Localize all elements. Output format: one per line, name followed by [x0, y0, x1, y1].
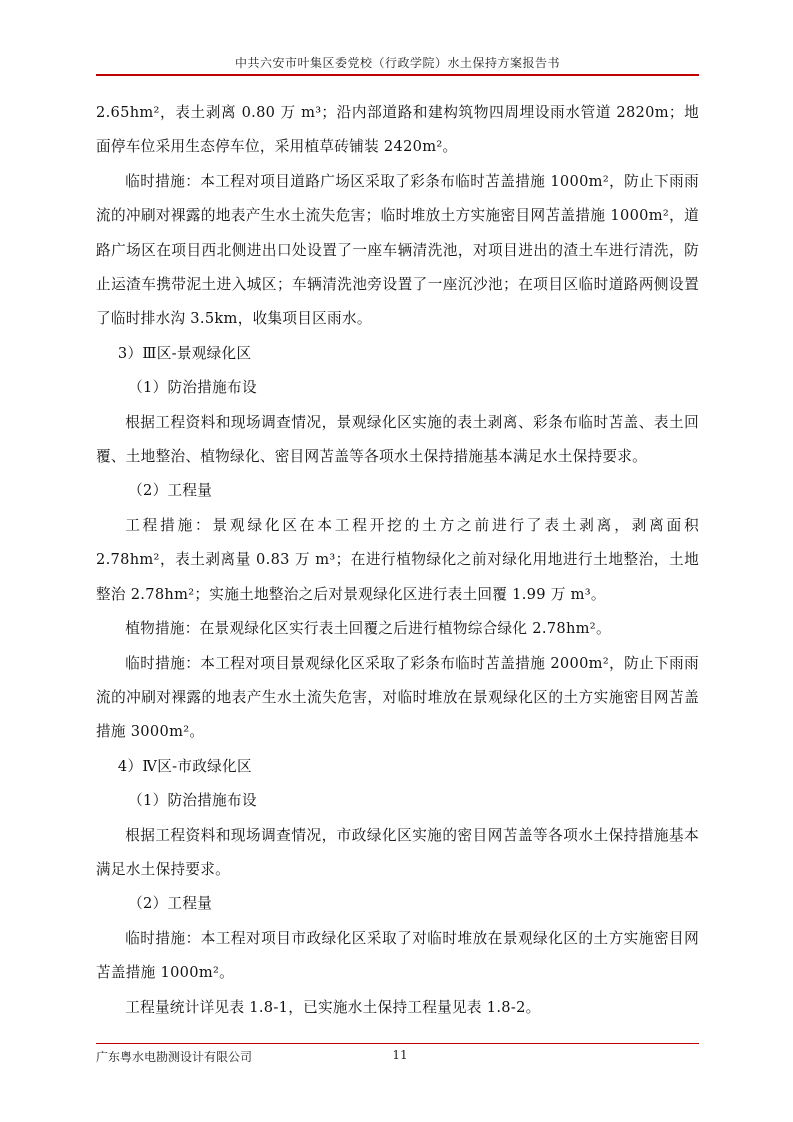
footer-company: 广东粤水电勘测设计有限公司 [96, 1050, 253, 1064]
paragraph: 临时措施：本工程对项目景观绿化区采取了彩条布临时苫盖措施 2000m²，防止下雨雨流的冲刷对裸露的地表产生水土流失危害，对临时堆放在景观绿化区的土方实施密目网苫盖措施 3000m²。 [96, 654, 699, 741]
paragraph: 4）Ⅳ区-市政绿化区 [117, 757, 252, 775]
page-number: 11 [392, 1048, 408, 1062]
header-rule [96, 74, 699, 76]
paragraph: 2.65hm²，表土剥离 0.80 万 m³；沿内部道路和建构筑物四周埋设雨水管道 2820m；地面停车位采用生态停车位，采用植草砖铺装 2420m²。 [96, 104, 699, 156]
paragraph: （2）工程量 [128, 482, 213, 500]
paragraph: 植物措施：在景观绿化区实行表土回覆之后进行植物综合绿化 2.78hm²。 [125, 620, 611, 638]
footer-rule [96, 1043, 699, 1044]
paragraph: （1）防治措施布设 [128, 792, 257, 810]
document-body [96, 96, 699, 1025]
paragraph: （1）防治措施布设 [128, 379, 257, 397]
paragraph: 临时措施：本工程对项目道路广场区采取了彩条布临时苫盖措施 1000m²，防止下雨雨流的冲刷对裸露的地表产生水土流失危害；临时堆放土方实施密目网苫盖措施 1000m²，道路广场区在项目西北侧进出口处设置了一座车辆清洗池，对项目进出的渣土车进行清洗，防止运渣车携带泥土进入城区；车辆清洗池旁设置了一座沉沙池；在项目区临时道路两侧设置了临时排水沟 3.5km，收集项目区雨水。 [96, 172, 699, 328]
paragraph: 工程措施：景观绿化区在本工程开挖的土方之前进行了表土剥离，剥离面积 2.78hm²，表土剥离量 0.83 万 m³；在进行植物绿化之前对绿化用地进行土地整治，土地整治 2.78hm²；实施土地整治之后对景观绿化区进行表土回覆 1.99 万 m³。 [96, 516, 699, 603]
paragraph: 根据工程资料和现场调查情况，市政绿化区实施的密目网苫盖等各项水土保持措施基本满足水土保持要求。 [96, 826, 699, 878]
running-header: 中共六安市叶集区委党校（行政学院）水土保持方案报告书 [234, 56, 560, 70]
paragraph: 临时措施：本工程对项目市政绿化区采取了对临时堆放在景观绿化区的土方实施密目网苫盖措施 1000m²。 [96, 929, 699, 982]
paragraph: 3）Ⅲ区-景观绿化区 [117, 344, 252, 362]
paragraph: 工程量统计详见表 1.8-1，已实施水土保持工程量见表 1.8-2。 [125, 998, 541, 1016]
paragraph: 根据工程资料和现场调查情况，景观绿化区实施的表土剥离、彩条布临时苫盖、表土回覆、土地整治、植物绿化、密目网苫盖等各项水土保持措施基本满足水土保持要求。 [96, 413, 699, 466]
paragraph: （2）工程量 [128, 895, 213, 913]
